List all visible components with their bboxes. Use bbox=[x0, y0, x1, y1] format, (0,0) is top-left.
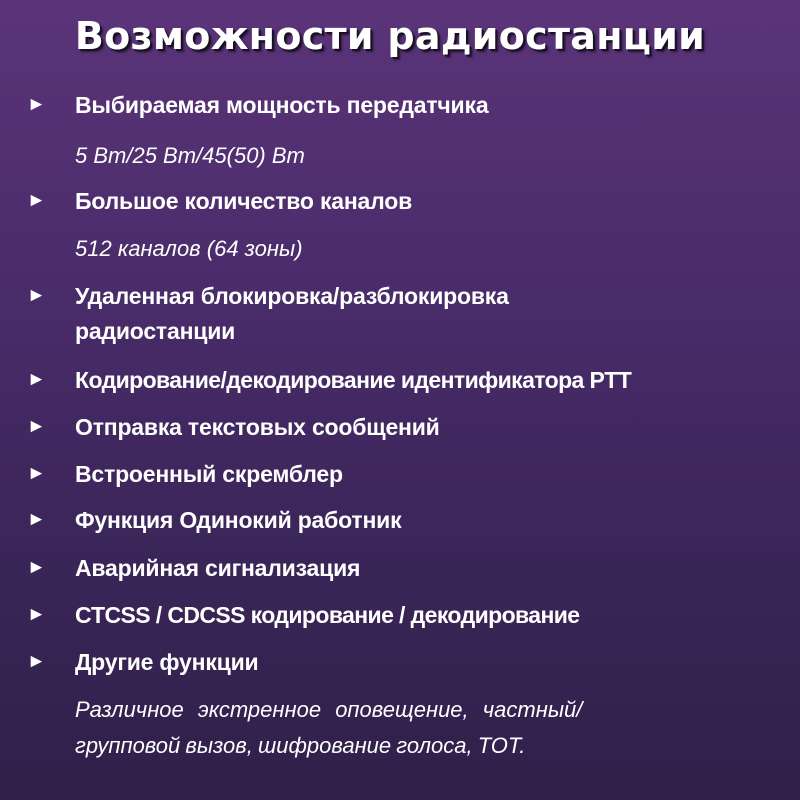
feature-channels: Большое количество каналов bbox=[75, 188, 413, 214]
bullet-arrow-icon: ► bbox=[27, 190, 46, 211]
feature-transmitter-power-detail: 5 Вт/25 Вт/45(50) Вт bbox=[75, 143, 305, 168]
feature-remote-block: Удаленная блокировка/разблокировка bbox=[75, 283, 509, 309]
bullet-arrow-icon: ► bbox=[27, 285, 46, 306]
feature-other-functions: Другие функции bbox=[75, 649, 259, 675]
description-line-2: групповой вызов, шифрование голоса, TOT. bbox=[75, 733, 526, 758]
description-line-1: Различное экстренное оповещение, частный/ bbox=[75, 697, 583, 722]
feature-remote-block-line2: радиостанции bbox=[75, 318, 236, 344]
bullet-arrow-icon: ► bbox=[27, 416, 46, 437]
feature-ctcss-cdcss: CTCSS / CDCSS кодирование / декодирование bbox=[75, 602, 580, 628]
bullet-arrow-icon: ► bbox=[27, 651, 46, 672]
bullet-arrow-icon: ► bbox=[27, 369, 46, 390]
bullet-arrow-icon: ► bbox=[27, 509, 46, 530]
bullet-arrow-icon: ► bbox=[27, 463, 46, 484]
feature-text-messages: Отправка текстовых сообщений bbox=[75, 414, 440, 440]
bullet-arrow-icon: ► bbox=[27, 604, 46, 625]
feature-ptt-id: Кодирование/декодирование идентификатора PTT bbox=[75, 367, 632, 393]
feature-emergency-alarm: Аварийная сигнализация bbox=[75, 555, 361, 581]
feature-scrambler: Встроенный скремблер bbox=[75, 461, 343, 487]
other-functions-description bbox=[75, 692, 760, 764]
feature-transmitter-power: Выбираемая мощность передатчика bbox=[75, 92, 489, 118]
feature-lone-worker: Функция Одинокий работник bbox=[75, 507, 402, 533]
slide-title: Возможности радиостанции bbox=[74, 14, 706, 58]
feature-channels-detail: 512 каналов (64 зоны) bbox=[75, 236, 303, 261]
bullet-arrow-icon: ► bbox=[27, 557, 46, 578]
bullet-arrow-icon: ► bbox=[27, 94, 46, 115]
